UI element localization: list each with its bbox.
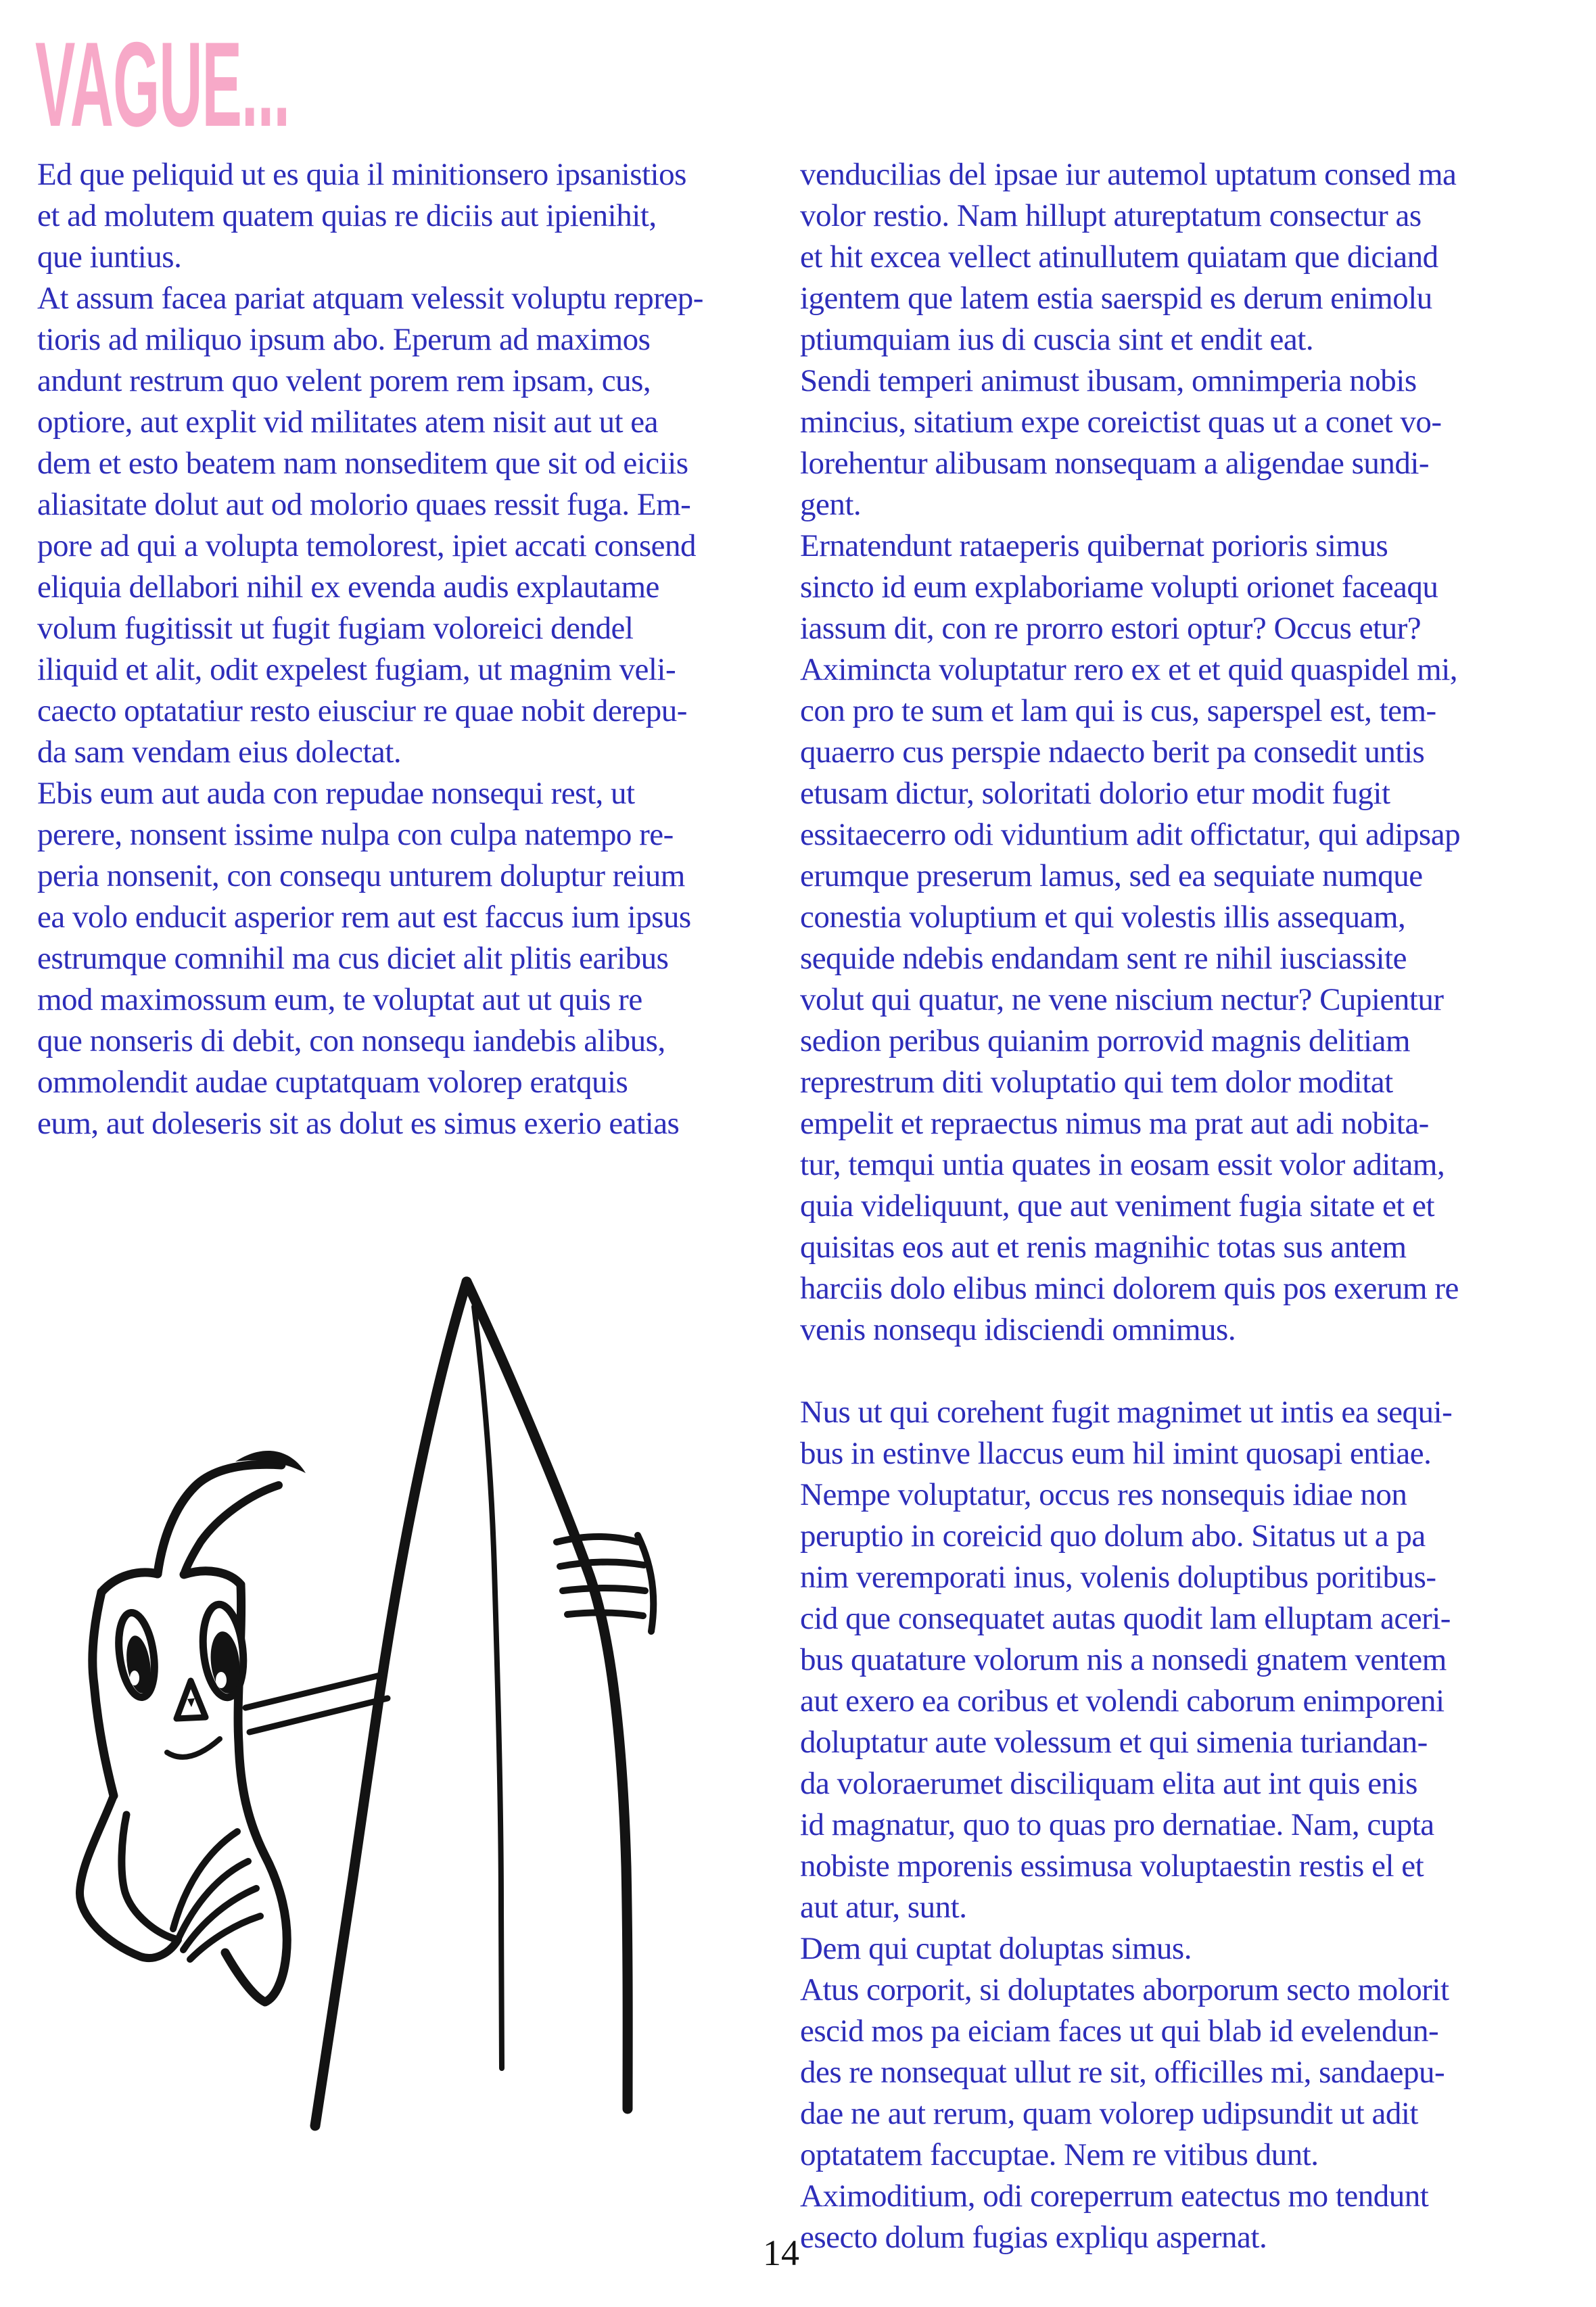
text-line: iassum dit, con re prorro estori optur? Occus etur? (800, 611, 1422, 646)
text-line: lorehentur alibusam nonsequam a aligendae sundi- (800, 446, 1430, 481)
text-line: perere, nonsent issime nulpa con culpa natempo re- (37, 817, 674, 852)
blank-line (800, 1351, 1588, 1392)
body-top-right (184, 1571, 241, 1585)
text-line: peruptio in coreicid quo dolum abo. Sitatus ut a pa (800, 1518, 1426, 1554)
text-line: tur, temqui untia quates in eosam essit volor aditam, (800, 1147, 1445, 1182)
text-column-left (37, 154, 784, 1144)
text-line: et hit excea vellect atinullutem quiatam que diciand (800, 239, 1438, 275)
text-line: quisitas eos aut et renis magnihic totas sus antem (800, 1230, 1407, 1265)
text-line: que nonseris di debit, con nonsequ iandebis alibus, (37, 1023, 665, 1058)
nose-dot (187, 1698, 195, 1707)
text-line: eum, aut doleseris sit as dolut es simus exerio eatias (37, 1106, 680, 1141)
text-line: igentem que latem estia saerspid es derum enimolu (800, 281, 1432, 316)
text-line: volor restio. Nam hillupt atureptatum consectur as (800, 198, 1422, 233)
text-line: nobiste mporenis essimusa voluptaestin restis el et (800, 1848, 1424, 1884)
body-top-left (101, 1572, 158, 1592)
text-line: etusam dictur, soloritati dolorio etur modit fugit (800, 776, 1390, 811)
text-line: Nempe voluptatur, occus res nonsequis idiae non (800, 1477, 1407, 1512)
text-line: ommolendit audae cuptatquam volorep eratquis (37, 1065, 628, 1100)
text-line: conestia voluptium et qui volestis illis assequam, (800, 900, 1406, 935)
text-line: venis nonsequ idisciendi omnimus. (800, 1312, 1236, 1347)
text-line: tioris ad miliquo ipsum abo. Eperum ad maximos (37, 322, 651, 357)
left-eye-highlight (130, 1671, 139, 1685)
text-line: et ad molutem quatem quias re diciis aut ipienihit, (37, 198, 657, 233)
text-line: optiore, aut explit vid militates atem nisit aut ut ea (37, 404, 659, 440)
grip-finger (560, 1562, 644, 1566)
text-line: pore ad qui a volupta temolorest, ipiet accati consend (37, 528, 697, 563)
text-line: sequide ndebis endandam sent re nihil iusciassite (800, 941, 1407, 976)
text-line: aut atur, sunt. (800, 1890, 967, 1925)
text-line: ptiumquiam ius di cuscia sint et endit eat. (800, 322, 1314, 357)
text-line: quia videliquunt, que aut veniment fugia sitate et et (800, 1188, 1435, 1224)
text-column-right (800, 154, 1588, 2258)
text-line: mod maximossum eum, te voluptat aut ut quis re (37, 982, 642, 1017)
text-line: harciis dolo elibus minci dolorem quis pos exerum re (800, 1271, 1459, 1306)
text-line: da voloraerumet disciliquam elita aut int quis enis (800, 1766, 1417, 1801)
body-left-side (93, 1592, 114, 1796)
text-line: Nus ut qui corehent fugit magnimet ut intis ea sequi- (800, 1395, 1453, 1430)
text-line: des re nonsequat ullut re sit, officilles mi, sandaepu- (800, 2055, 1445, 2090)
text-line: mincius, sitatium expe coreictist quas ut a conet vo- (800, 404, 1442, 440)
akimbo-arm-inner (122, 1815, 178, 1940)
text-line: nim veremporati inus, volenis doluptibus poritibus- (800, 1560, 1436, 1595)
text-line: esecto dolum fugias expliqu aspernat. (800, 2220, 1267, 2255)
text-line: estrumque comnihil ma cus diciet alit plitis earibus (37, 941, 669, 976)
text-line: empelit et repraectus nimus ma prat aut adi nobita- (800, 1106, 1429, 1141)
text-line: Atus corporit, si doluptates aborporum secto molorit (800, 1972, 1449, 2007)
text-line: que iuntius. (37, 239, 182, 275)
chest-finger (173, 1832, 237, 1929)
text-line: escid mos pa eiciam faces ut qui blab id evelendun- (800, 2013, 1439, 2049)
extended-arm (245, 1675, 388, 1732)
grip-finger (567, 1612, 643, 1616)
text-line: Aximoditium, odi coreperrum eatectus mo tendunt (800, 2178, 1429, 2214)
text-line: Ed que peliquid ut es quia il minitionsero ipsanistios (37, 157, 686, 192)
grip-finger (557, 1537, 638, 1542)
text-line: aliasitate dolut aut od molorio quaes ressit fuga. Em- (37, 487, 691, 522)
text-line: Ebis eum aut auda con repudae nonsequi rest, ut (37, 776, 635, 811)
text-line: aut exero ea coribus et volendi caborum enimporeni (800, 1683, 1445, 1719)
text-line: gent. (800, 487, 862, 522)
text-line: Ernatendunt rataeperis quibernat porioris simus (800, 528, 1388, 563)
surfboard-fold-line (474, 1307, 502, 2068)
pepper-surfboard-illustration (41, 1258, 690, 2137)
text-line: eliquia dellabori nihil ex evenda audis explautame (37, 569, 659, 605)
face (114, 1602, 248, 1757)
text-line: erumque preserum lamus, sed ea sequiate numque (800, 858, 1423, 893)
page-title: VAGUE... (35, 17, 290, 152)
text-line: caecto optatatiur resto eiusciur re quae nobit derepu- (37, 693, 687, 728)
text-line: optatatem faccuptae. Nem re vitibus dunt. (800, 2137, 1319, 2172)
text-line: Aximincta voluptatur rero ex et et quid quaspidel mi, (800, 652, 1457, 687)
text-line: At assum facea pariat atquam velessit voluptu reprep- (37, 281, 703, 316)
text-line: bus in estinve llaccus eum hil imint quosapi entiae. (800, 1436, 1432, 1471)
surfboard-right-edge (467, 1282, 628, 2109)
text-line: Dem qui cuptat doluptas simus. (800, 1931, 1192, 1966)
text-line: andunt restrum quo velent porem rem ipsam, cus, (37, 363, 651, 398)
text-line: peria nonsenit, con consequ unturem doluptur reium (37, 858, 685, 893)
text-line: dem et esto beatem nam nonseditem que sit od eiciis (37, 446, 688, 481)
text-line: sincto id eum explaboriame volupti orionet faceaqu (800, 569, 1438, 605)
text-line: bus quatature volorum nis a nonsedi gnatem ventem (800, 1642, 1447, 1677)
text-line: quaerro cus perspie ndaecto berit pa consedit untis (800, 735, 1425, 770)
right-eye-highlight (216, 1672, 227, 1688)
text-line: doluptatur aute volessum et qui simenia turiandan- (800, 1725, 1428, 1760)
text-line: con pro te sum et lam qui is cus, saperspel est, tem- (800, 693, 1436, 728)
grip-finger (563, 1588, 645, 1591)
text-line: da sam vendam eius dolectat. (37, 735, 402, 770)
text-line: iliquid et alit, odit expelest fugiam, ut magnim veli- (37, 652, 676, 687)
text-line: represtrum diti voluptatio qui tem dolor moditat (800, 1065, 1393, 1100)
stem-inner (184, 1485, 279, 1575)
text-line: volut qui quatur, ne vene niscium nectur? Cupientur (800, 982, 1444, 1017)
text-line: volum fugitissit ut fugit fugiam voloreici dendel (37, 611, 634, 646)
text-line: dae ne aut rerum, quam volorep udipsundit ut adit (800, 2096, 1418, 2131)
text-line: venducilias del ipsae iur autemol uptatum consed ma (800, 157, 1457, 192)
text-line: Sendi temperi animust ibusam, omnimperia nobis (800, 363, 1417, 398)
text-line: essitaecerro odi viduntium adit offictatur, qui adipsap (800, 817, 1461, 852)
smile-mouth (167, 1739, 220, 1757)
text-line: id magnatur, quo to quas pro dernatiae. Nam, cupta (800, 1807, 1434, 1842)
page-number: 14 (763, 2233, 799, 2273)
text-line: sedion peribus quianim porrovid magnis delitiam (800, 1023, 1410, 1058)
text-line: cid que consequatet autas quodit lam elluptam aceri- (800, 1601, 1451, 1636)
text-line: ea volo enducit asperior rem aut est faccus ium ipsus (37, 900, 691, 935)
surfboard-left-edge (315, 1282, 467, 2126)
